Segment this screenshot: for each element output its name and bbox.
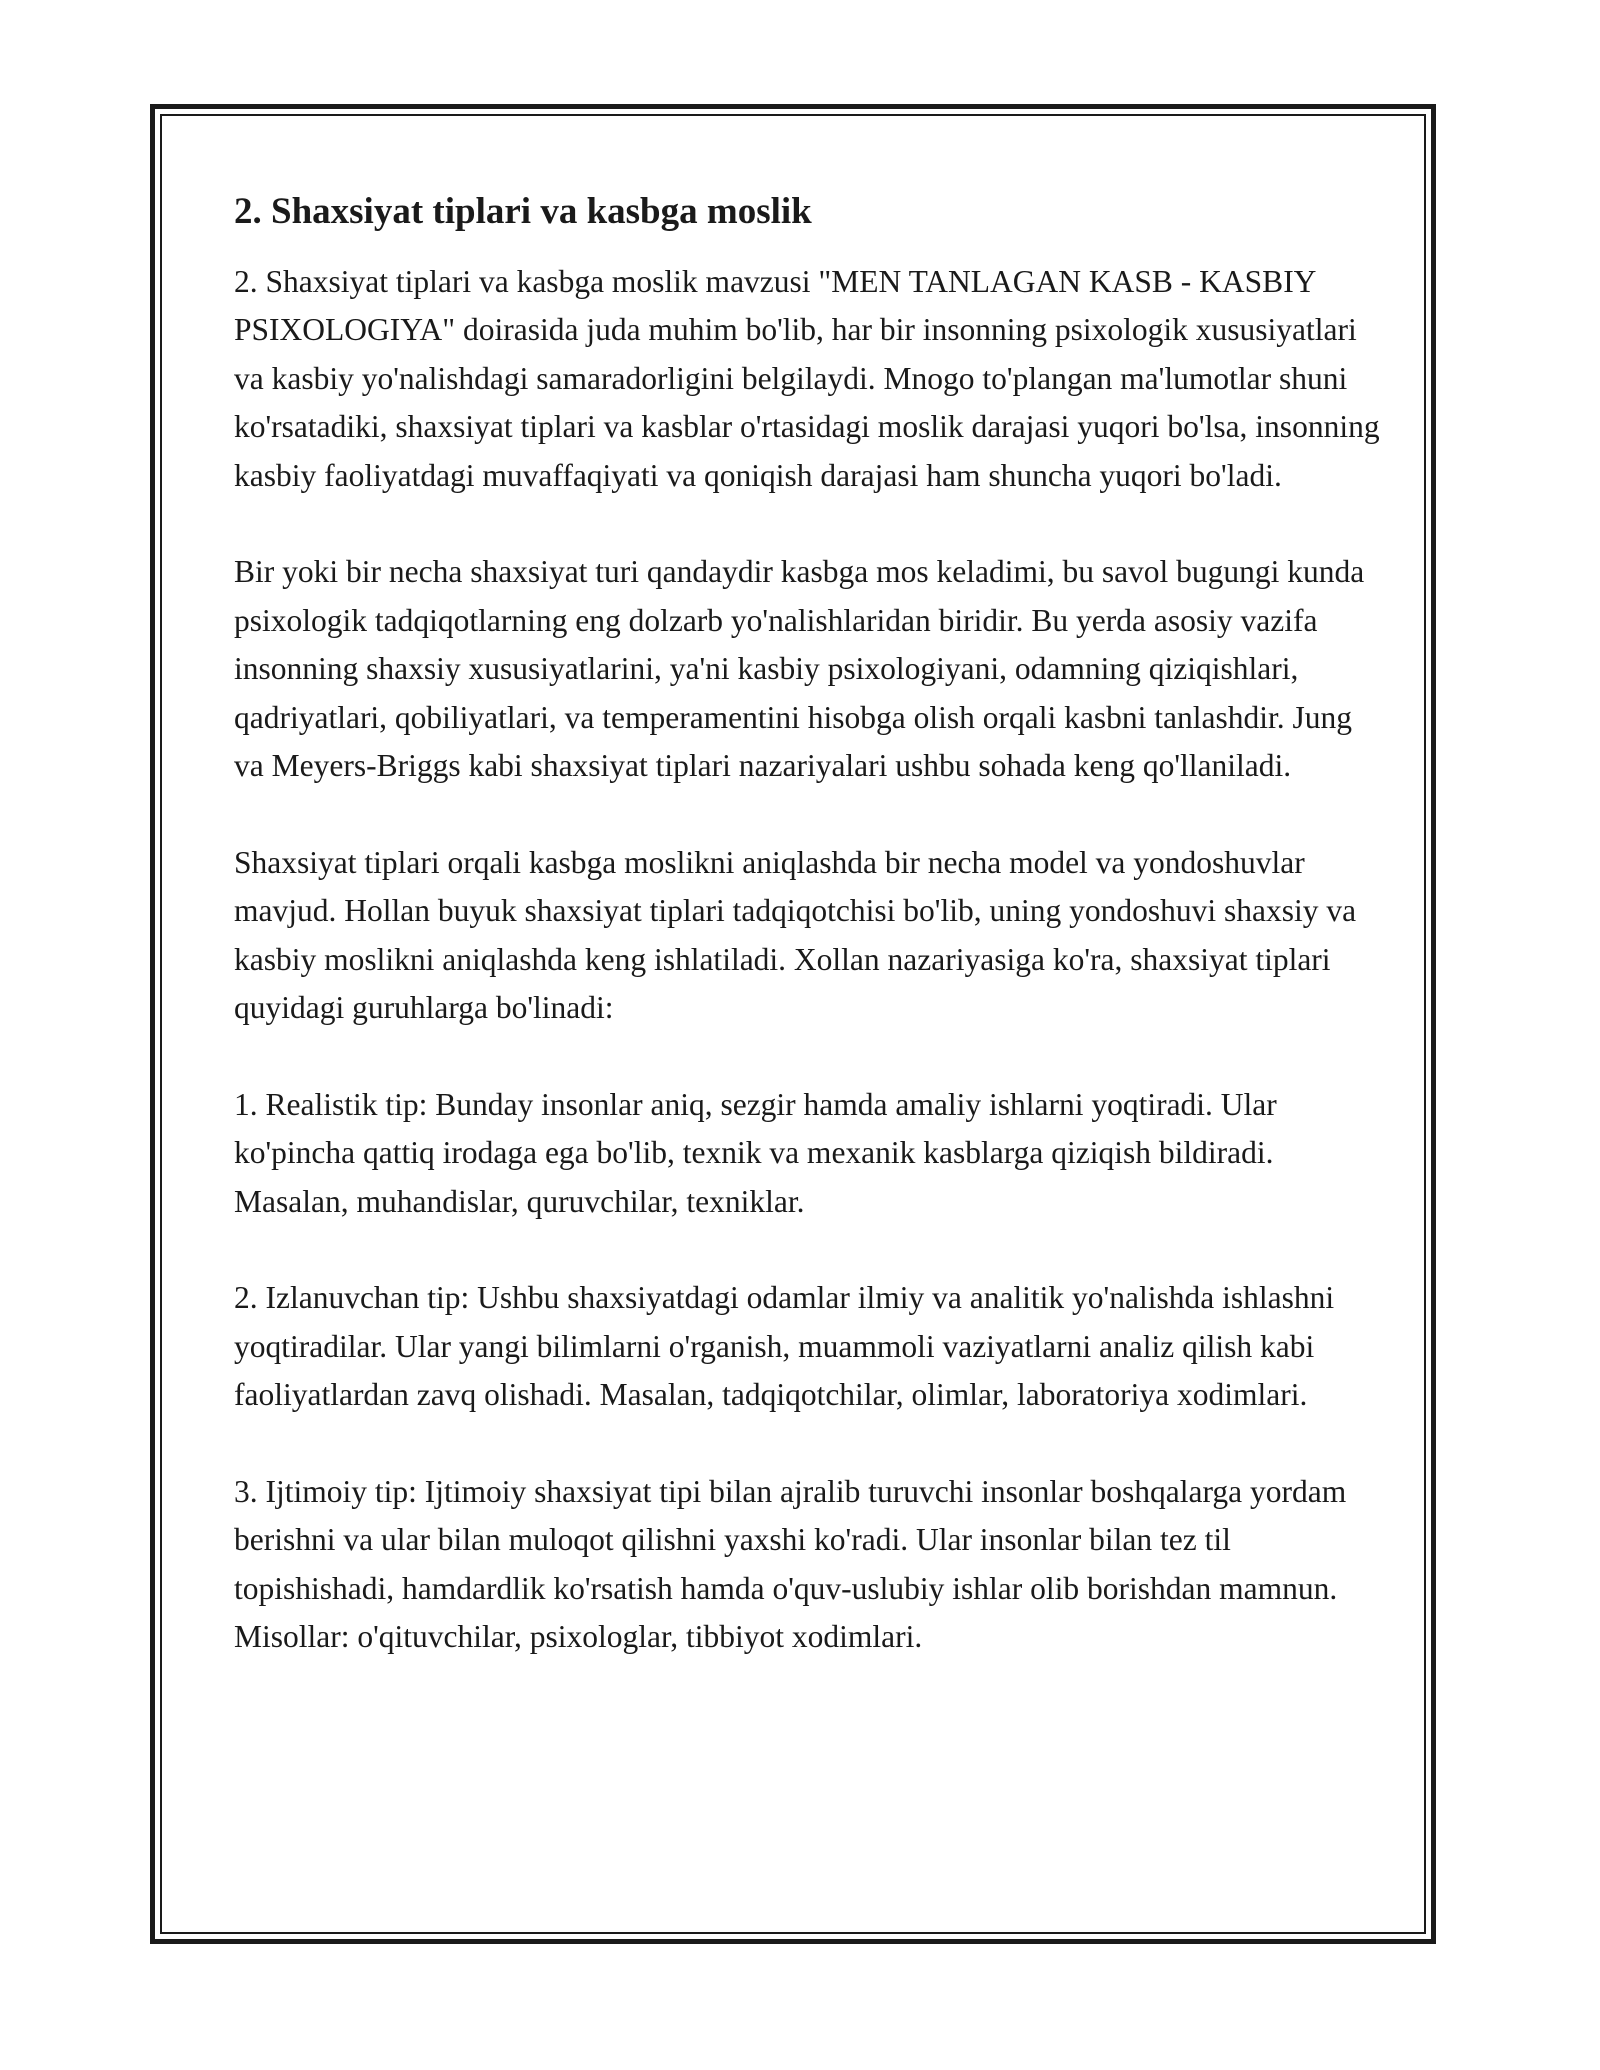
paragraph-intro: 2. Shaxsiyat tiplari va kasbga moslik mavzusi "MEN TANLAGAN KASB - KASBIY PSIXOLOGIYA" doirasida juda muhim bo'lib, har bir insonning psixologik xususiyatlari va kasbiy yo'nalishdagi samaradorligini belgilaydi. Mnogo to'plangan ma'lumotlar shuni ko'rsatadiki, shaxsiyat tiplari va kasblar o'rtasidagi moslik darajasi yuqori bo'lsa, insonning kasbiy faoliyatdagi muvaffaqiyati va qoniqish darajasi ham shuncha yuqori bo'ladi.	[234, 264, 1380, 493]
paragraph-holland: Shaxsiyat tiplari orqali kasbga moslikni aniqlashda bir necha model va yondoshuvlar mavjud. Hollan buyuk shaxsiyat tiplari tadqiqotchisi bo'lib, uning yondoshuvi shaxsiy va kasbiy moslikni aniqlashda keng ishlatiladi. Xollan nazariyasiga ko'ra, shaxsiyat tiplari quyidagi guruhlarga bo'linadi:	[234, 844, 1357, 1026]
document-body	[234, 188, 1384, 1662]
page-title: 2. Shaxsiyat tiplari va kasbga moslik	[234, 191, 812, 232]
list-item-realistic: 1. Realistik tip: Bunday insonlar aniq, sezgir hamda amaliy ishlarni yoqtiradi. Ular ko'pincha qattiq irodaga ega bo'lib, texnik va mexanik kasblarga qiziqish bildiradi. Masalan, muhandislar, quruvchilar, texniklar.	[234, 1086, 1277, 1219]
list-item-investigative: 2. Izlanuvchan tip: Ushbu shaxsiyatdagi odamlar ilmiy va analitik yo'nalishda ishlashni yoqtiradilar. Ular yangi bilimlarni o'rganish, muammoli vaziyatlarni analiz qilish kabi faoliyatlardan zavq olishadi. Masalan, tadqiqotchilar, olimlar, laboratoriya xodimlari.	[234, 1280, 1335, 1413]
paragraph-question: Bir yoki bir necha shaxsiyat turi qandaydir kasbga mos keladimi, bu savol bugungi kunda psixologik tadqiqotlarning eng dolzarb yo'nalishlaridan biridir. Bu yerda asosiy vazifa insonning shaxsiy xususiyatlarini, ya'ni kasbiy psixologiyani, odamning qiziqishlari, qadriyatlari, qobiliyatlari, va temperamentini hisobga olish orqali kasbni tanlashdir. Jung va Meyers-Briggs kabi shaxsiyat tiplari nazariyalari ushbu sohada keng qo'llaniladi.	[234, 554, 1365, 784]
list-item-social: 3. Ijtimoiy tip: Ijtimoiy shaxsiyat tipi bilan ajralib turuvchi insonlar boshqalarga yordam berishni va ular bilan muloqot qilishni yaxshi ko'radi. Ular insonlar bilan tez til topishishadi, hamdardlik ko'rsatish hamda o'quv-uslubiy ishlar olib borishdan mamnun. Misollar: o'qituvchilar, psixologlar, tibbiyot xodimlari.	[234, 1474, 1347, 1655]
